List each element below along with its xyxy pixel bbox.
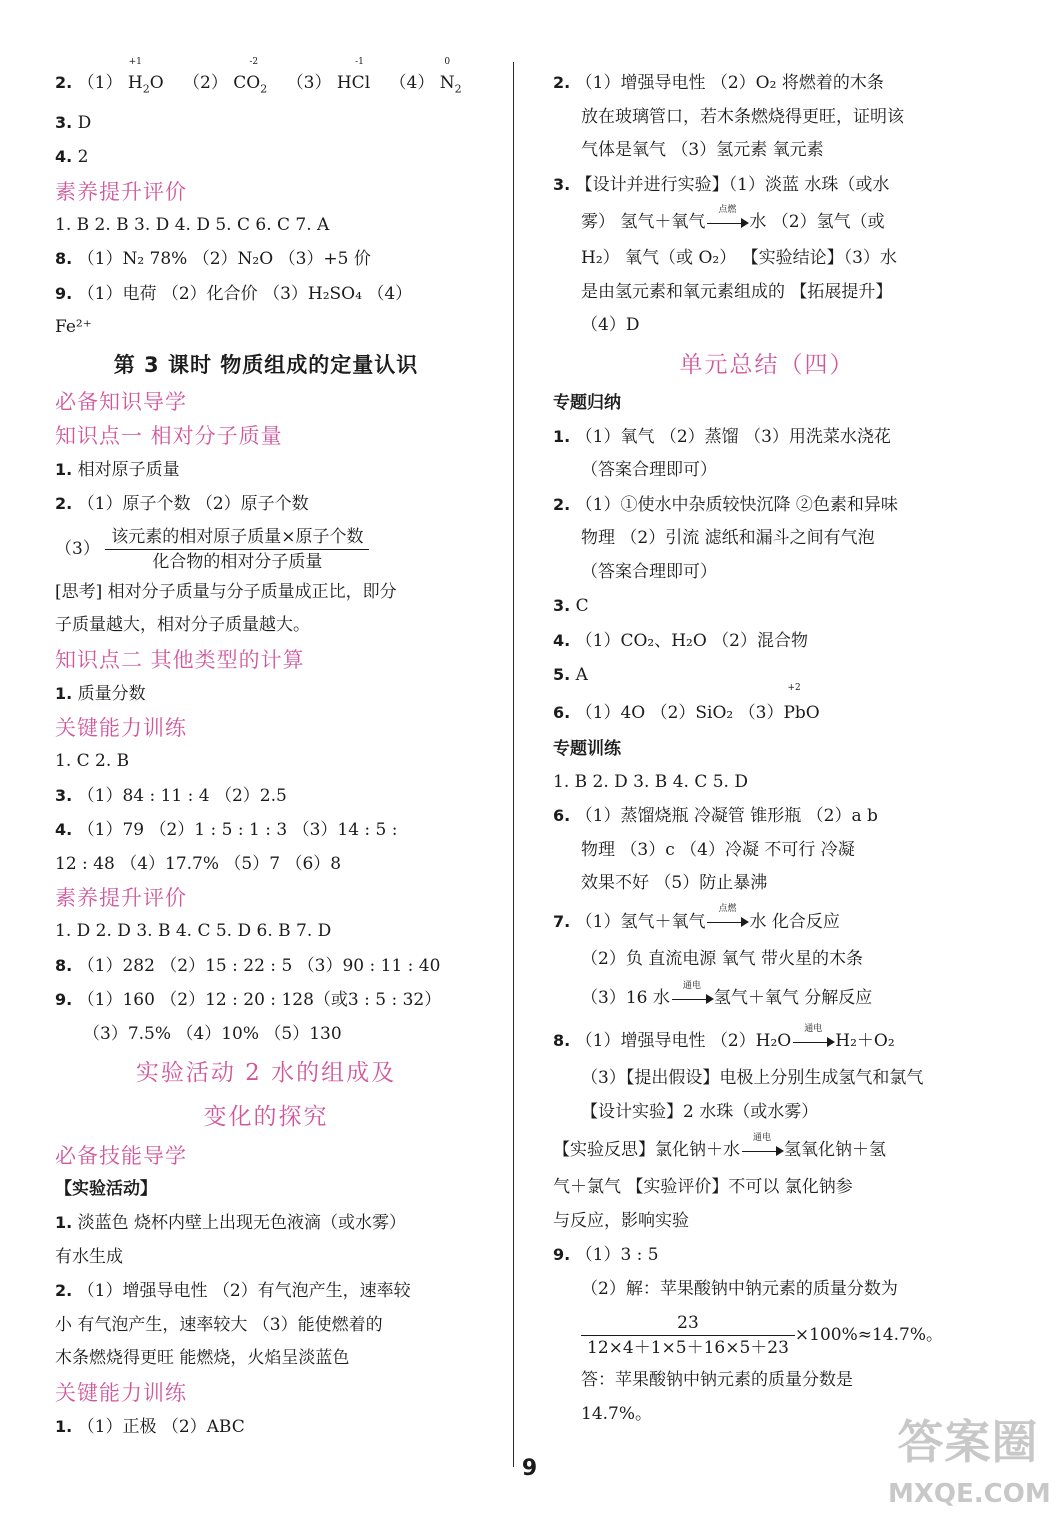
reaction-arrow-ignite: 点燃 — [705, 216, 749, 230]
experiment-title-line-1: 实验活动 2 水的组成及 — [135, 1060, 397, 1087]
t-answer-8-cont-5: 与反应，影响实验 — [553, 1210, 689, 1231]
answer-8: 8. （1）N₂ 78% （2）N₂O （3）+5 价 — [55, 249, 371, 270]
t-answer-9-fraction: $\frac{23}{12\times 4+1\times 5+16\times 5+23}$ ×100%≈14.7%。 — [553, 1306, 981, 1364]
suyang-9-cont: （3）7.5% （4）10% （5）130 — [83, 1023, 342, 1044]
section-heading-jineng: 必备技能导学 — [55, 1144, 187, 1169]
guanjian-1-2: 1. C 2. B — [55, 751, 130, 772]
u-answer-2: 2. （1）①使水中杂质较快沉降 ②色素和异味 — [553, 494, 898, 515]
u-answer-3: 3. C — [553, 596, 589, 616]
u-answer-1-cont: （答案合理即可） — [581, 460, 717, 480]
r-answer-3-cont-3: 是由氢元素和氧元素组成的 【拓展提升】 — [581, 281, 893, 302]
right-column — [553, 66, 981, 1431]
t-answer-6-cont-1: 物理 （3）c （4）冷凝 不可行 冷凝 — [581, 839, 855, 860]
section-heading-guanjian: 关键能力训练 — [55, 716, 187, 741]
exp-answer-2: 2. （1）增强导电性 （2）有气泡产生，速率较 — [55, 1281, 411, 1302]
t-answer-7-cont-2: （3）16 水 通电 氢气＋氧气 分解反应 — [581, 980, 873, 1008]
answer-3: 3. D — [55, 112, 92, 133]
reaction-arrow-electrolysis: 通电 — [670, 992, 714, 1006]
t-answer-8-cont-3: 【实验反思】氯化钠＋水 通电 氢氧化钠＋氢 — [553, 1132, 886, 1160]
lesson-title: 第 3 课时 物质组成的定量认识 — [113, 352, 419, 377]
section-heading-guanjian-2: 关键能力训练 — [55, 1380, 187, 1405]
section-heading-bibei: 必备知识导学 — [55, 389, 187, 414]
answer-4: 4. 2 — [55, 147, 89, 168]
reaction-arrow-electrolysis: 通电 — [740, 1144, 784, 1158]
kp2-answer-1: 1. 质量分数 — [55, 683, 146, 704]
u-answer-5: 5. A — [553, 665, 588, 685]
reaction-arrow-electrolysis: 通电 — [791, 1035, 835, 1049]
page-number: 9 — [521, 1456, 538, 1481]
answer-2-valence: 2. （1） +1 $H_2O$ （2） -2 $CO_2$ （3） -1 HCl （4） 0 $N_2$ — [55, 57, 462, 96]
suyang-9: 9. （1）160 （2）12 : 20 : 128（或3 : 5 : 32） — [55, 990, 442, 1011]
t-answer-9-cont-3: 14.7%。 — [581, 1403, 653, 1424]
knowledge-point-2: 知识点二 其他类型的计算 — [55, 647, 305, 672]
unit-summary-title: 单元总结（四） — [679, 351, 855, 378]
topic-summary-heading: 专题归纳 — [553, 392, 621, 413]
suyang-mc: 1. D 2. D 3. B 4. C 5. D 6. B 7. D — [55, 921, 332, 942]
knowledge-point-1: 知识点一 相对分子质量 — [55, 423, 283, 448]
t-answer-8-cont-4: 气＋氯气 【实验评价】不可以 氯化钠参 — [553, 1177, 853, 1197]
left-column — [55, 57, 477, 1444]
experiment-title-line-2: 变化的探究 — [203, 1104, 329, 1131]
column-divider — [513, 62, 514, 1467]
guanjian-3: 3. （1）84 : 11 : 4 （2）2.5 — [55, 785, 287, 806]
mc-answers-1: 1. B 2. B 3. D 4. D 5. C 6. C 7. A — [55, 214, 330, 235]
guanjian-4-cont: 12 : 48 （4）17.7% （5）7 （6）8 — [55, 853, 342, 874]
t-answer-8-cont-1: （3）【提出假设】电极上分别生成氢气和氯气 — [581, 1068, 924, 1088]
t-answer-9-cont-2: 答：苹果酸钠中钠元素的质量分数是 — [581, 1370, 853, 1390]
mass-fraction-formula: $\frac{\text{该元素的相对原子质量×原子个数}}{\text{化合物的相对分子质量}}$ — [105, 525, 369, 574]
u-answer-1: 1. （1）氧气 （2）蒸馏 （3）用洗菜水浇花 — [553, 426, 891, 447]
exp-answer-2-cont-1: 小 有气泡产生，速率较大 （3）能使燃着的 — [55, 1314, 383, 1335]
watermark-logo: 答案圈 MXQE.COM — [888, 1415, 1051, 1509]
topic-training-heading: 专题训练 — [553, 738, 621, 759]
section-heading-suyang-2: 素养提升评价 — [55, 886, 187, 911]
r-answer-3: 3. 【设计并进行实验】（1）淡蓝 水珠（或水 — [553, 174, 890, 195]
answer-9: 9. （1）电荷 （2）化合价 （3）H₂SO₄ （4） — [55, 283, 413, 304]
guanjian2-answer-1: 1. （1）正极 （2）ABC — [55, 1416, 245, 1437]
u-answer-6: 6. （1）4O （2）SiO₂ （3） +2 PbO — [553, 682, 820, 723]
t-answer-8-cont-2: 【设计实验】2 水珠（或水雾） — [581, 1101, 819, 1122]
t-answer-6: 6. （1）蒸馏烧瓶 冷凝管 锥形瓶 （2）a b — [553, 806, 878, 826]
r-answer-2: 2. （1）增强导电性 （2）O₂ 将燃着的木条 — [553, 73, 884, 93]
u-answer-2-cont-2: （答案合理即可） — [581, 561, 717, 582]
t-answer-9-cont-1: （2）解：苹果酸钠中钠元素的质量分数为 — [581, 1278, 898, 1299]
kp1-answer-2: 2. （1）原子个数 （2）原子个数 — [55, 494, 309, 515]
kp1-answer-3-fraction: （3） $\frac{\text{该元素的相对原子质量×原子个数}}{\text{化合物的相对分子质量}}$ — [55, 522, 477, 576]
section-heading-suyang: 素养提升评价 — [55, 179, 187, 204]
reaction-arrow-ignite: 点燃 — [705, 915, 749, 929]
suyang-8: 8. （1）282 （2）15 : 22 : 5 （3）90 : 11 : 40 — [55, 955, 441, 976]
exp-answer-2-cont-2: 木条燃烧得更旺 能燃烧，火焰呈淡蓝色 — [55, 1348, 350, 1369]
exp-answer-1-cont: 有水生成 — [55, 1246, 123, 1267]
r-answer-3-equation: 雾） 氢气＋氧气 点燃 水 （2）氢气（或 — [581, 204, 885, 232]
r-answer-3-cont-2: H₂） 氧气（或 O₂） 【实验结论】（3）水 — [581, 248, 897, 268]
t-mc-answers: 1. B 2. D 3. B 4. C 5. D — [553, 771, 748, 792]
kp1-answer-1: 1. 相对原子质量 — [55, 459, 180, 480]
experiment-activity-label: 【实验活动】 — [55, 1179, 157, 1200]
u-answer-4: 4. （1）CO₂、H₂O （2）混合物 — [553, 630, 808, 651]
r-answer-2-cont-2: 气体是氧气 （3）氢元素 氧元素 — [581, 140, 824, 160]
t-answer-9: 9. （1）3 : 5 — [553, 1245, 659, 1265]
exp-answer-1: 1. 淡蓝色 烧杯内壁上出现无色液滴（或水雾） — [55, 1213, 407, 1234]
guanjian-4: 4. （1）79 （2）1 : 5 : 1 : 3 （3）14 : 5 : — [55, 820, 398, 841]
answer-9-cont: Fe²⁺ — [55, 317, 92, 338]
r-answer-3-cont-4: （4）D — [581, 315, 640, 335]
t-answer-8: 8. （1）增强导电性 （2）H₂O 通电 H₂＋O₂ — [553, 1023, 895, 1051]
r-answer-2-cont-1: 放在玻璃管口，若木条燃烧得更旺，证明该 — [581, 106, 904, 127]
t-answer-7-cont-1: （2）负 直流电源 氧气 带火星的木条 — [581, 948, 864, 969]
think-line-2: 子质量越大，相对分子质量越大。 — [55, 615, 310, 636]
t-answer-7: 7. （1）氢气＋氧气 点燃 水 化合反应 — [553, 904, 840, 932]
u-answer-2-cont-1: 物理 （2）引流 滤纸和漏斗之间有气泡 — [581, 528, 875, 548]
sodium-fraction-formula: $\frac{23}{12\times 4+1\times 5+16\times 5+23}$ — [581, 1311, 795, 1360]
think-line-1: [思考] 相对分子质量与分子质量成正比，即分 — [55, 581, 397, 602]
t-answer-6-cont-2: 效果不好 （5）防止暴沸 — [581, 873, 768, 893]
